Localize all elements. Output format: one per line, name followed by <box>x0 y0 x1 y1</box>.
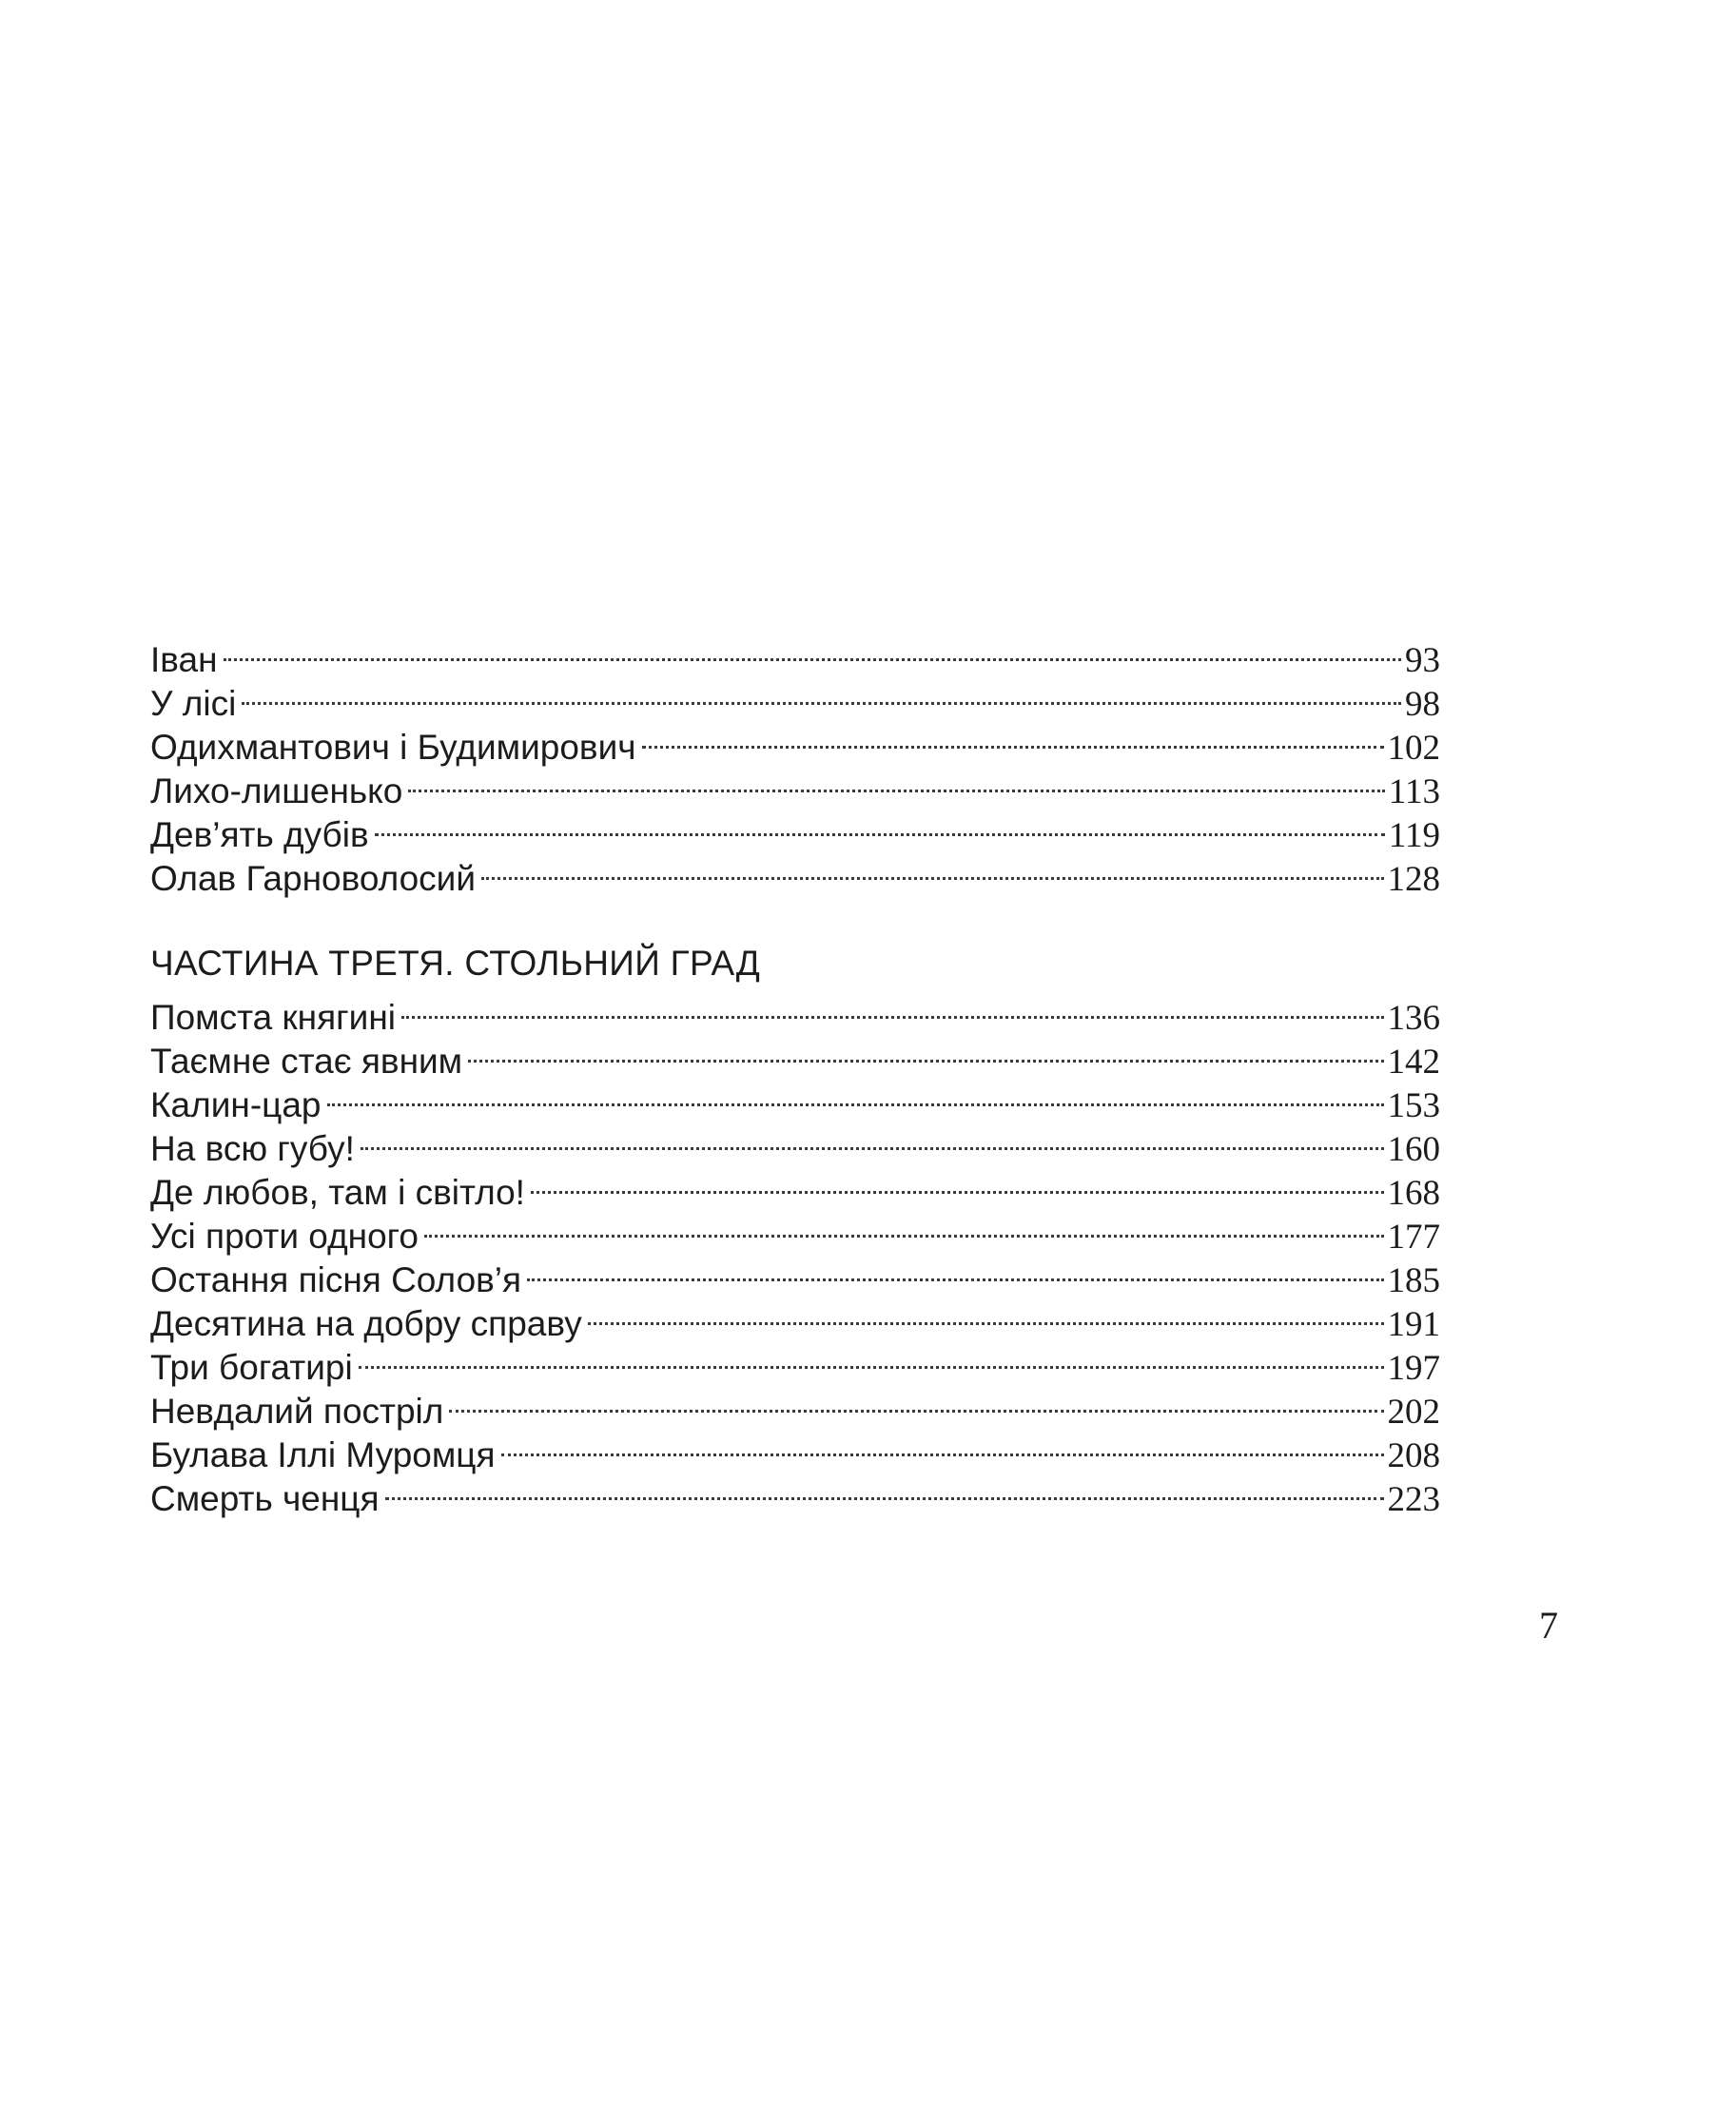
toc-entry-page: 202 <box>1387 1393 1440 1432</box>
toc-entry-page: 128 <box>1387 860 1440 899</box>
toc-entry <box>150 1073 1440 1125</box>
toc-entry-page: 160 <box>1387 1130 1440 1169</box>
toc-entry-title: Лихо-лишенько <box>150 771 403 810</box>
toc-entry-title: Булава Іллі Муромця <box>150 1435 496 1474</box>
toc-block-part3 <box>150 942 1440 1519</box>
dot-leader <box>531 1161 1384 1204</box>
toc-entry-page: 191 <box>1387 1305 1440 1344</box>
toc-entry-title: Таємне стає явним <box>150 1042 463 1081</box>
dot-leader <box>242 672 1401 715</box>
toc-entry-page: 136 <box>1387 999 1440 1038</box>
dot-leader <box>327 1073 1384 1117</box>
toc-block-part2-continued <box>150 628 1440 899</box>
toc-entry-title: Калин-цар <box>150 1085 322 1124</box>
toc-entry <box>150 715 1440 768</box>
dot-leader <box>642 715 1384 759</box>
toc-entry-page: 93 <box>1405 641 1440 680</box>
toc-entry-title: Смерть ченця <box>150 1479 380 1518</box>
dot-leader <box>481 847 1383 890</box>
dot-leader <box>527 1248 1383 1292</box>
toc-entry-title: Невдалий постріл <box>150 1392 444 1431</box>
dot-leader <box>408 759 1385 803</box>
toc-entry-title: Одихмантович і Будимирович <box>150 728 636 767</box>
toc-entry-page: 119 <box>1388 816 1440 855</box>
toc-entry-page: 177 <box>1387 1218 1440 1257</box>
toc-entry <box>150 628 1440 680</box>
toc-entry-title: Де любов, там і світло! <box>150 1173 525 1212</box>
dot-leader <box>385 1467 1384 1511</box>
toc-entry-page: 208 <box>1387 1436 1440 1475</box>
toc-entry-page: 185 <box>1387 1261 1440 1300</box>
dot-leader <box>224 628 1401 672</box>
dot-leader <box>501 1423 1384 1467</box>
toc-entry-title: Усі проти одного <box>150 1217 419 1256</box>
toc-entry-page: 197 <box>1387 1349 1440 1388</box>
toc-entry-title: Олав Гарноволосий <box>150 859 477 898</box>
toc-entry-title: Остання пісня Солов’я <box>150 1260 522 1299</box>
dot-leader <box>424 1204 1384 1248</box>
dot-leader <box>361 1117 1384 1161</box>
toc-entry <box>150 672 1440 724</box>
dot-leader <box>359 1336 1384 1379</box>
toc-entry-page: 98 <box>1405 685 1440 724</box>
toc-entry-page: 142 <box>1387 1043 1440 1082</box>
toc-entry-page: 168 <box>1387 1174 1440 1213</box>
dot-leader <box>449 1379 1383 1423</box>
toc-entry-page: 102 <box>1387 729 1440 768</box>
toc-entry <box>150 1117 1440 1169</box>
dot-leader <box>468 1029 1383 1073</box>
toc-entry-title: Десятина на добру справу <box>150 1304 582 1343</box>
toc-entry <box>150 985 1440 1038</box>
page-number: 7 <box>1539 1604 1558 1647</box>
dot-leader <box>401 985 1384 1029</box>
toc-entry-title: Три богатирі <box>150 1348 353 1387</box>
toc-entry-title: Дев’ять дубів <box>150 815 369 854</box>
toc-entry-page: 153 <box>1387 1086 1440 1125</box>
dot-leader <box>375 803 1385 847</box>
dot-leader <box>588 1292 1384 1336</box>
toc-entry-page: 223 <box>1387 1480 1440 1519</box>
toc-entry-title: На всю губу! <box>150 1129 355 1168</box>
toc-entry-title: Іван <box>150 640 218 679</box>
toc-entry-title: Помста княгині <box>150 998 396 1037</box>
toc-entry-page: 113 <box>1388 772 1440 811</box>
toc-entry-title: У лісі <box>150 684 237 723</box>
section-heading: ЧАСТИНА ТРЕТЯ. СТОЛЬНИЙ ГРАД <box>150 944 761 983</box>
